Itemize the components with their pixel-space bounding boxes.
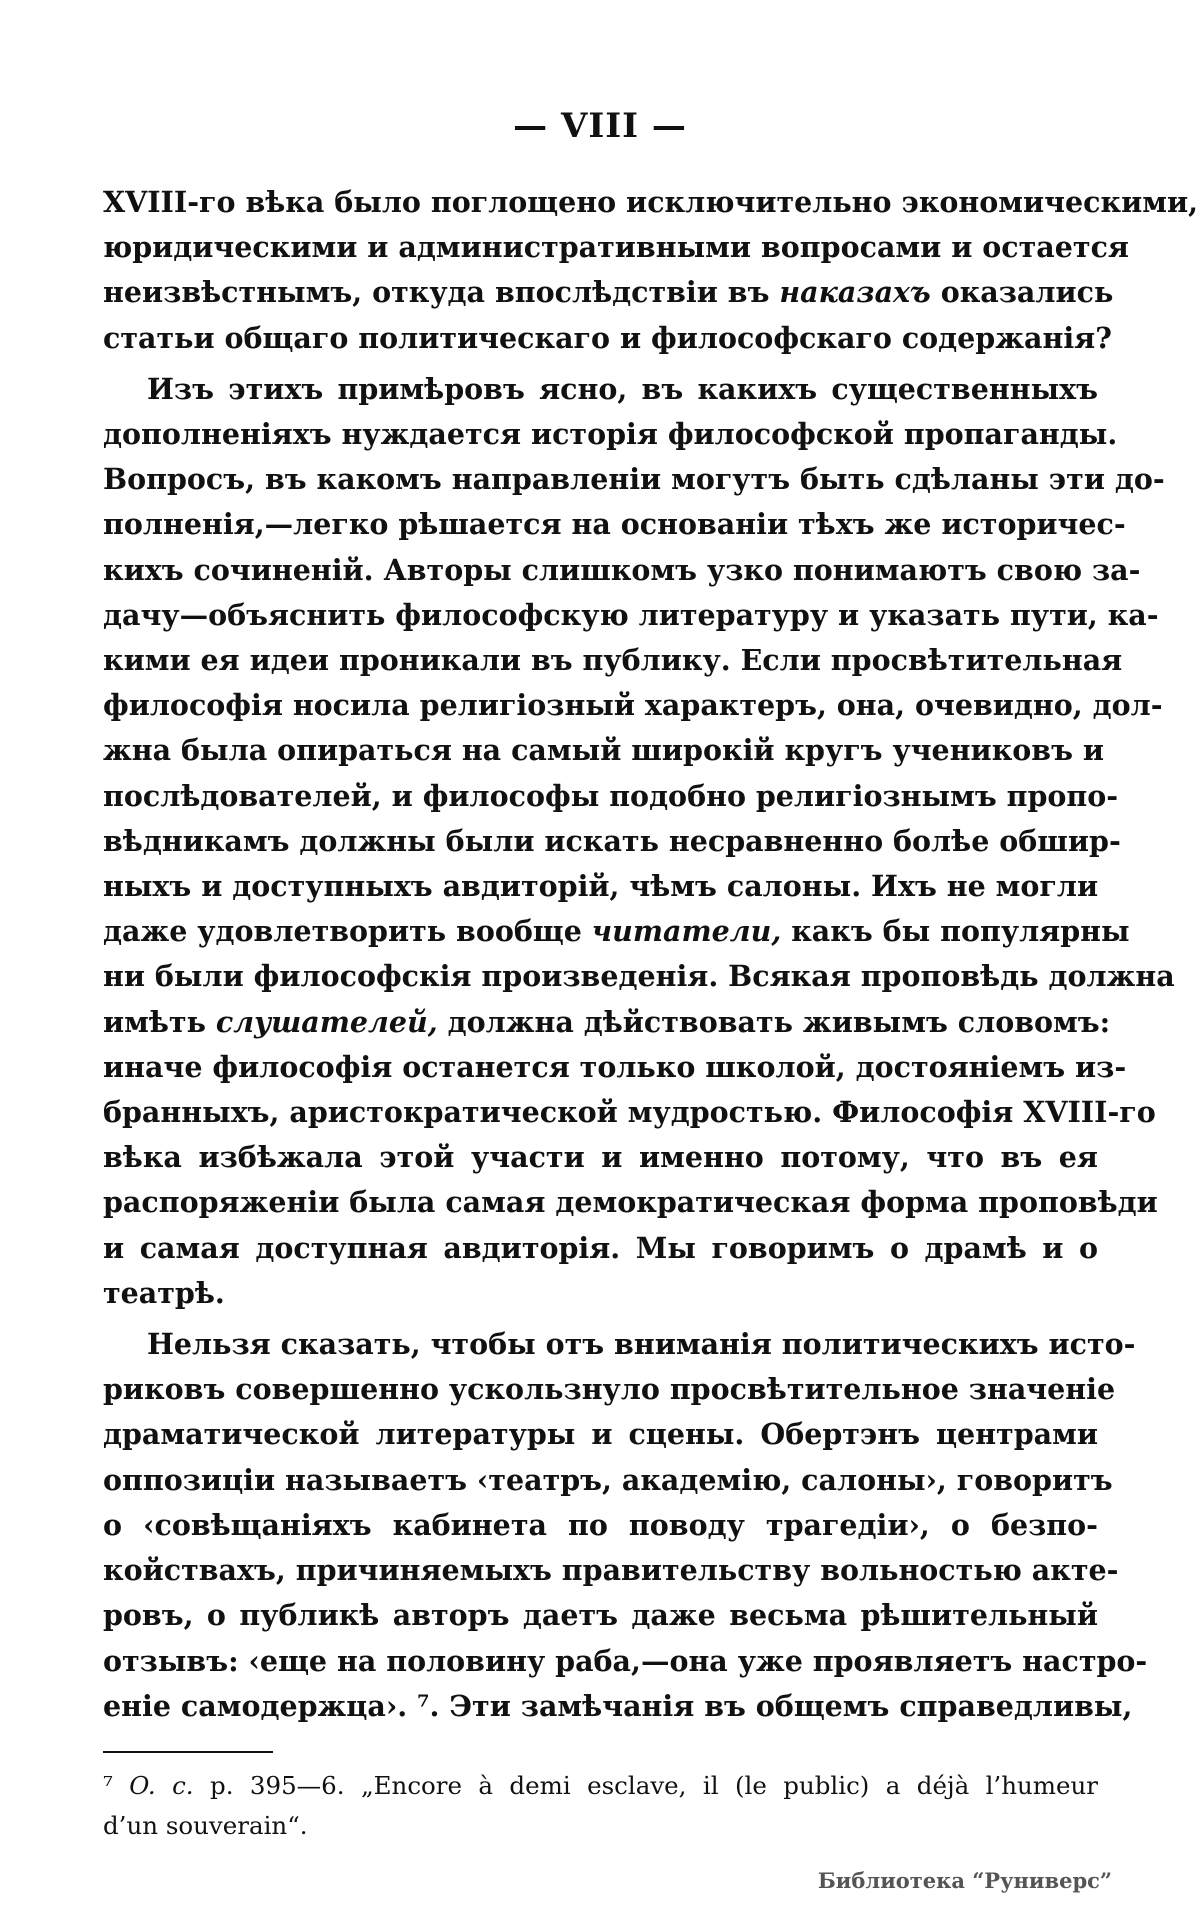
library-watermark: Библиотека “Руниверс” — [817, 1868, 1112, 1893]
italic-word: читатели, — [591, 914, 782, 949]
text-line: философія носила религіозный характеръ, она, очевидно, дол- — [103, 688, 1163, 723]
text-line: вѣдникамъ должны были искать несравненно болѣе обшир- — [103, 823, 1121, 858]
text-line: и самая доступная авдиторія. Мы говоримъ о драмѣ и о — [103, 1230, 1098, 1265]
text-line: имѣть слушателей, должна дѣйствовать живымъ словомъ: — [103, 1004, 1111, 1039]
text-line: Нельзя сказать, чтобы отъ вниманія политическихъ исто- — [147, 1327, 1136, 1362]
footnote-rule — [103, 1751, 273, 1753]
text-line: даже удовлетворить вообще читатели, какъ бы популярны — [103, 914, 1130, 949]
text-line: отзывъ: ‹еще на половину раба,—она уже проявляетъ настро- — [103, 1643, 1148, 1678]
text-line: риковъ совершенно ускользнуло просвѣтительное значеніе — [103, 1372, 1116, 1407]
text-line: еніе самодержца›. ⁷. Эти замѣчанія въ общемъ справедливы, — [103, 1688, 1133, 1723]
body-text — [103, 180, 1199, 1735]
paragraph — [103, 367, 1175, 1316]
text-line: неизвѣстнымъ, откуда впослѣдствіи въ наказахъ оказались — [103, 275, 1114, 310]
text-line: иначе философія останется только школой, достояніемъ из- — [103, 1049, 1127, 1084]
footnote — [103, 1766, 1098, 1846]
text-line: жна была опираться на самый широкій кругъ учениковъ и — [103, 733, 1105, 768]
text-line: дачу—объяснить философскую литературу и указать пути, ка- — [103, 597, 1159, 632]
text-line: ни были философскія произведенія. Всякая проповѣдь должна — [103, 959, 1175, 994]
italic-word: слушателей, — [215, 1004, 438, 1039]
text-line: кими ея идеи проникали въ публику. Если просвѣтительная — [103, 643, 1123, 678]
text-line: оппозиціи называетъ ‹театръ, академію, салоны›, говоритъ — [103, 1462, 1113, 1497]
text-line: ровъ, о публикѣ авторъ даетъ даже весьма рѣшительный — [103, 1598, 1098, 1633]
text-line: Вопросъ, въ какомъ направленіи могутъ быть сдѣланы эти до- — [103, 462, 1165, 497]
text-line: бранныхъ, аристократической мудростью. Философія XVIII-го — [103, 1095, 1156, 1130]
text-line: распоряженіи была самая демократическая форма проповѣди — [103, 1185, 1158, 1220]
text-line: ныхъ и доступныхъ авдиторій, чѣмъ салоны. Ихъ не могли — [103, 869, 1099, 904]
italic-word: наказахъ — [779, 275, 931, 310]
text-line: XVIII-го вѣка было поглощено исключительно экономическими, — [103, 185, 1199, 219]
text-line: вѣка избѣжала этой участи и именно потому, что въ ея — [103, 1140, 1098, 1175]
text-line: Изъ этихъ примѣровъ ясно, въ какихъ существенныхъ — [147, 371, 1098, 406]
text-line: дополненіяхъ нуждается исторія философской пропаганды. — [103, 417, 1118, 452]
text-line: послѣдователей, и философы подобно религіознымъ пропо- — [103, 778, 1119, 813]
text-line: d’un souverain“. — [103, 1811, 308, 1840]
italic-word: O. c. — [129, 1771, 194, 1800]
text-line: кихъ сочиненій. Авторы слишкомъ узко понимаютъ свою за- — [103, 552, 1141, 587]
text-line: полненія,—легко рѣшается на основаніи тѣхъ же историчес- — [103, 507, 1126, 542]
page-number: — VIII — — [513, 106, 687, 146]
text-line: юридическими и административными вопросами и остается — [103, 230, 1129, 265]
text-line: драматической литературы и сцены. Обертэнъ центрами — [103, 1417, 1098, 1452]
text-line: о ‹совѣщаніяхъ кабинета по поводу трагедіи›, о безпо- — [103, 1507, 1098, 1542]
text-line: койствахъ, причиняемыхъ правительству вольностью акте- — [103, 1553, 1119, 1588]
paragraph — [103, 1322, 1148, 1729]
text-line: статьи общаго политическаго и философскаго содержанія? — [103, 320, 1112, 355]
text-line: театрѣ. — [103, 1275, 225, 1310]
text-line: ⁷ O. c. p. 395—6. „Encore à demi esclave, il (le public) a déjà l’humeur — [103, 1771, 1098, 1800]
paragraph — [103, 180, 1199, 361]
